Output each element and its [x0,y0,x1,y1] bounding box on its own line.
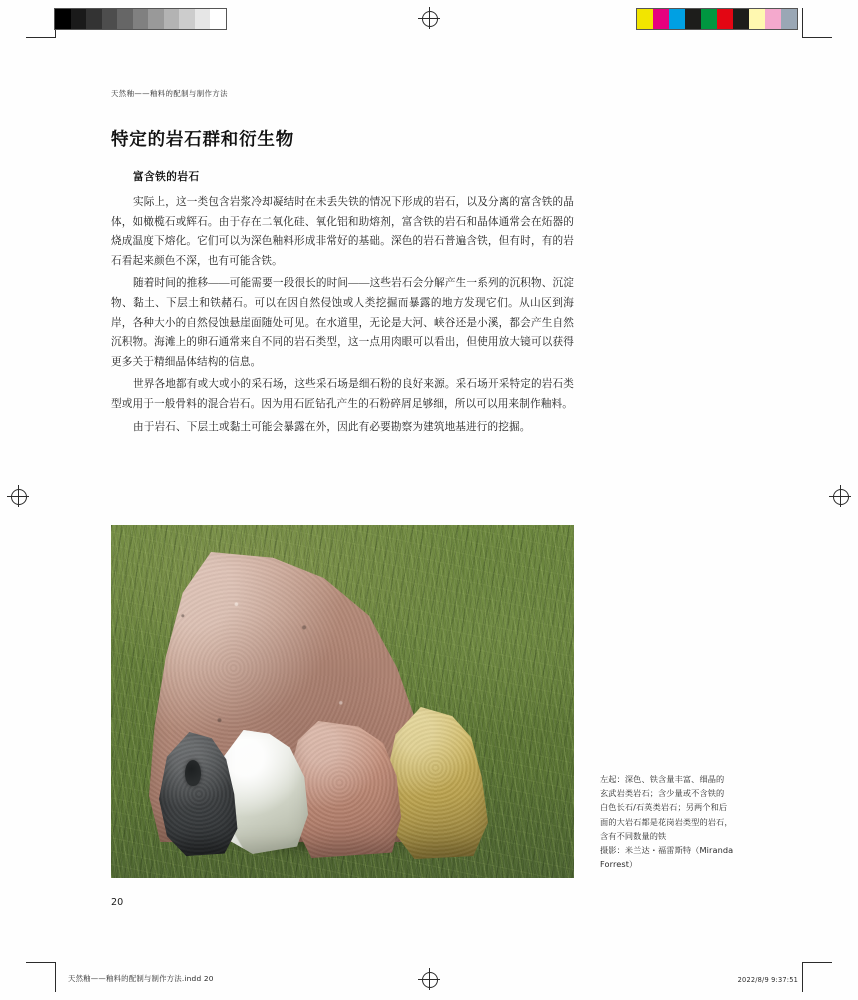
color-control-patches [636,8,798,30]
gray-step-wedge [54,8,227,30]
gray-patch-0 [55,9,71,29]
slug-filename: 天然釉——釉料的配制与制作方法.indd 20 [68,974,214,983]
crop-mark-top-left [26,8,56,38]
caption-line-3: 白色长石/石英类岩石；另两个和后 [600,802,728,813]
body-paragraph-3: 世界各地都有或大或小的采石场，这些采石场是细石粉的良好来源。采石场开采特定的岩石类型或用于一般骨料的混合岩石。因为用石匠钻孔产生的石粉碎屑足够细，所以可以用来制作釉料。 [111,379,574,410]
registration-target-right-icon [829,485,851,507]
photo-caption [600,772,768,871]
caption-credit-line-2: Forrest） [600,859,638,870]
section-subheading: 富含铁的岩石 [133,171,200,183]
gray-patch-3 [102,9,118,29]
color-patch-1 [653,9,669,29]
registration-target-left-icon [7,485,29,507]
color-patch-2 [669,9,685,29]
caption-line-5: 含有不同数量的铁 [600,830,667,841]
caption-line-4: 面的大岩石都是花岗岩类型的岩石， [600,816,733,827]
color-patch-9 [781,9,797,29]
gray-patch-9 [195,9,211,29]
body-paragraph-4: 由于岩石、下层土或黏土可能会暴露在外，因此有必要勘察为建筑地基进行的挖掘。 [133,421,531,433]
gray-patch-8 [179,9,195,29]
color-patch-4 [701,9,717,29]
gray-patch-6 [148,9,164,29]
registration-target-top-icon [418,7,440,29]
gray-patch-1 [71,9,87,29]
crop-mark-bottom-left [26,962,56,992]
rock-specimens-photograph [111,525,574,878]
color-patch-6 [733,9,749,29]
basalt-vesicle [185,760,201,786]
caption-credit-line-1: 摄影：米兰达・福雷斯特（Miranda [600,845,734,856]
gray-patch-4 [117,9,133,29]
running-head: 天然釉——釉料的配制与制作方法 [111,89,228,98]
gray-patch-7 [164,9,180,29]
color-patch-7 [749,9,765,29]
color-patch-0 [637,9,653,29]
body-paragraph-2: 随着时间的推移——可能需要一段很长的时间——这些岩石会分解产生一系列的沉积物、沉淀物、黏土、下层土和铁赭石。可以在因自然侵蚀或人类挖掘而暴露的地方发现它们。从山区到海岸，各种大小的自然侵蚀悬崖面随处可见。在水道里，无论是大河、峡谷还是小溪，都会产生自然沉积物。海滩上的卵石通常来自不同的岩石类型，这一点用肉眼可以看出，但使用放大镜可以获得更多关于精细晶体结构的信息。 [111,278,574,368]
crop-mark-top-right [802,8,832,38]
page-number: 20 [111,897,124,908]
color-patch-8 [765,9,781,29]
gray-patch-5 [133,9,149,29]
color-patch-3 [685,9,701,29]
slug-timestamp: 2022/8/9 9:37:51 [737,976,798,984]
color-patch-5 [717,9,733,29]
text-column [111,126,574,440]
caption-line-1: 左起：深色、铁含量丰富、细晶的 [600,774,725,784]
crop-mark-bottom-right [802,962,832,992]
page-title: 特定的岩石群和衍生物 [111,130,294,150]
registration-target-bottom-icon [418,968,440,990]
body-paragraph-1: 实际上，这一类包含岩浆冷却凝结时在未丢失铁的情况下形成的岩石，以及分离的富含铁的晶体，如橄榄石或辉石。由于存在二氧化硅、氧化铝和助熔剂，富含铁的岩石和晶体通常会在炻器的烧成温度下熔化。它们可以为深色釉料形成非常好的基础。深色的岩石普遍含铁，但有时，有的岩石看起来颜色不深，也有可能含铁。 [111,197,574,267]
gray-patch-2 [86,9,102,29]
gray-patch-10 [210,9,226,29]
caption-line-2: 玄武岩类岩石；含少量或不含铁的 [600,788,725,799]
